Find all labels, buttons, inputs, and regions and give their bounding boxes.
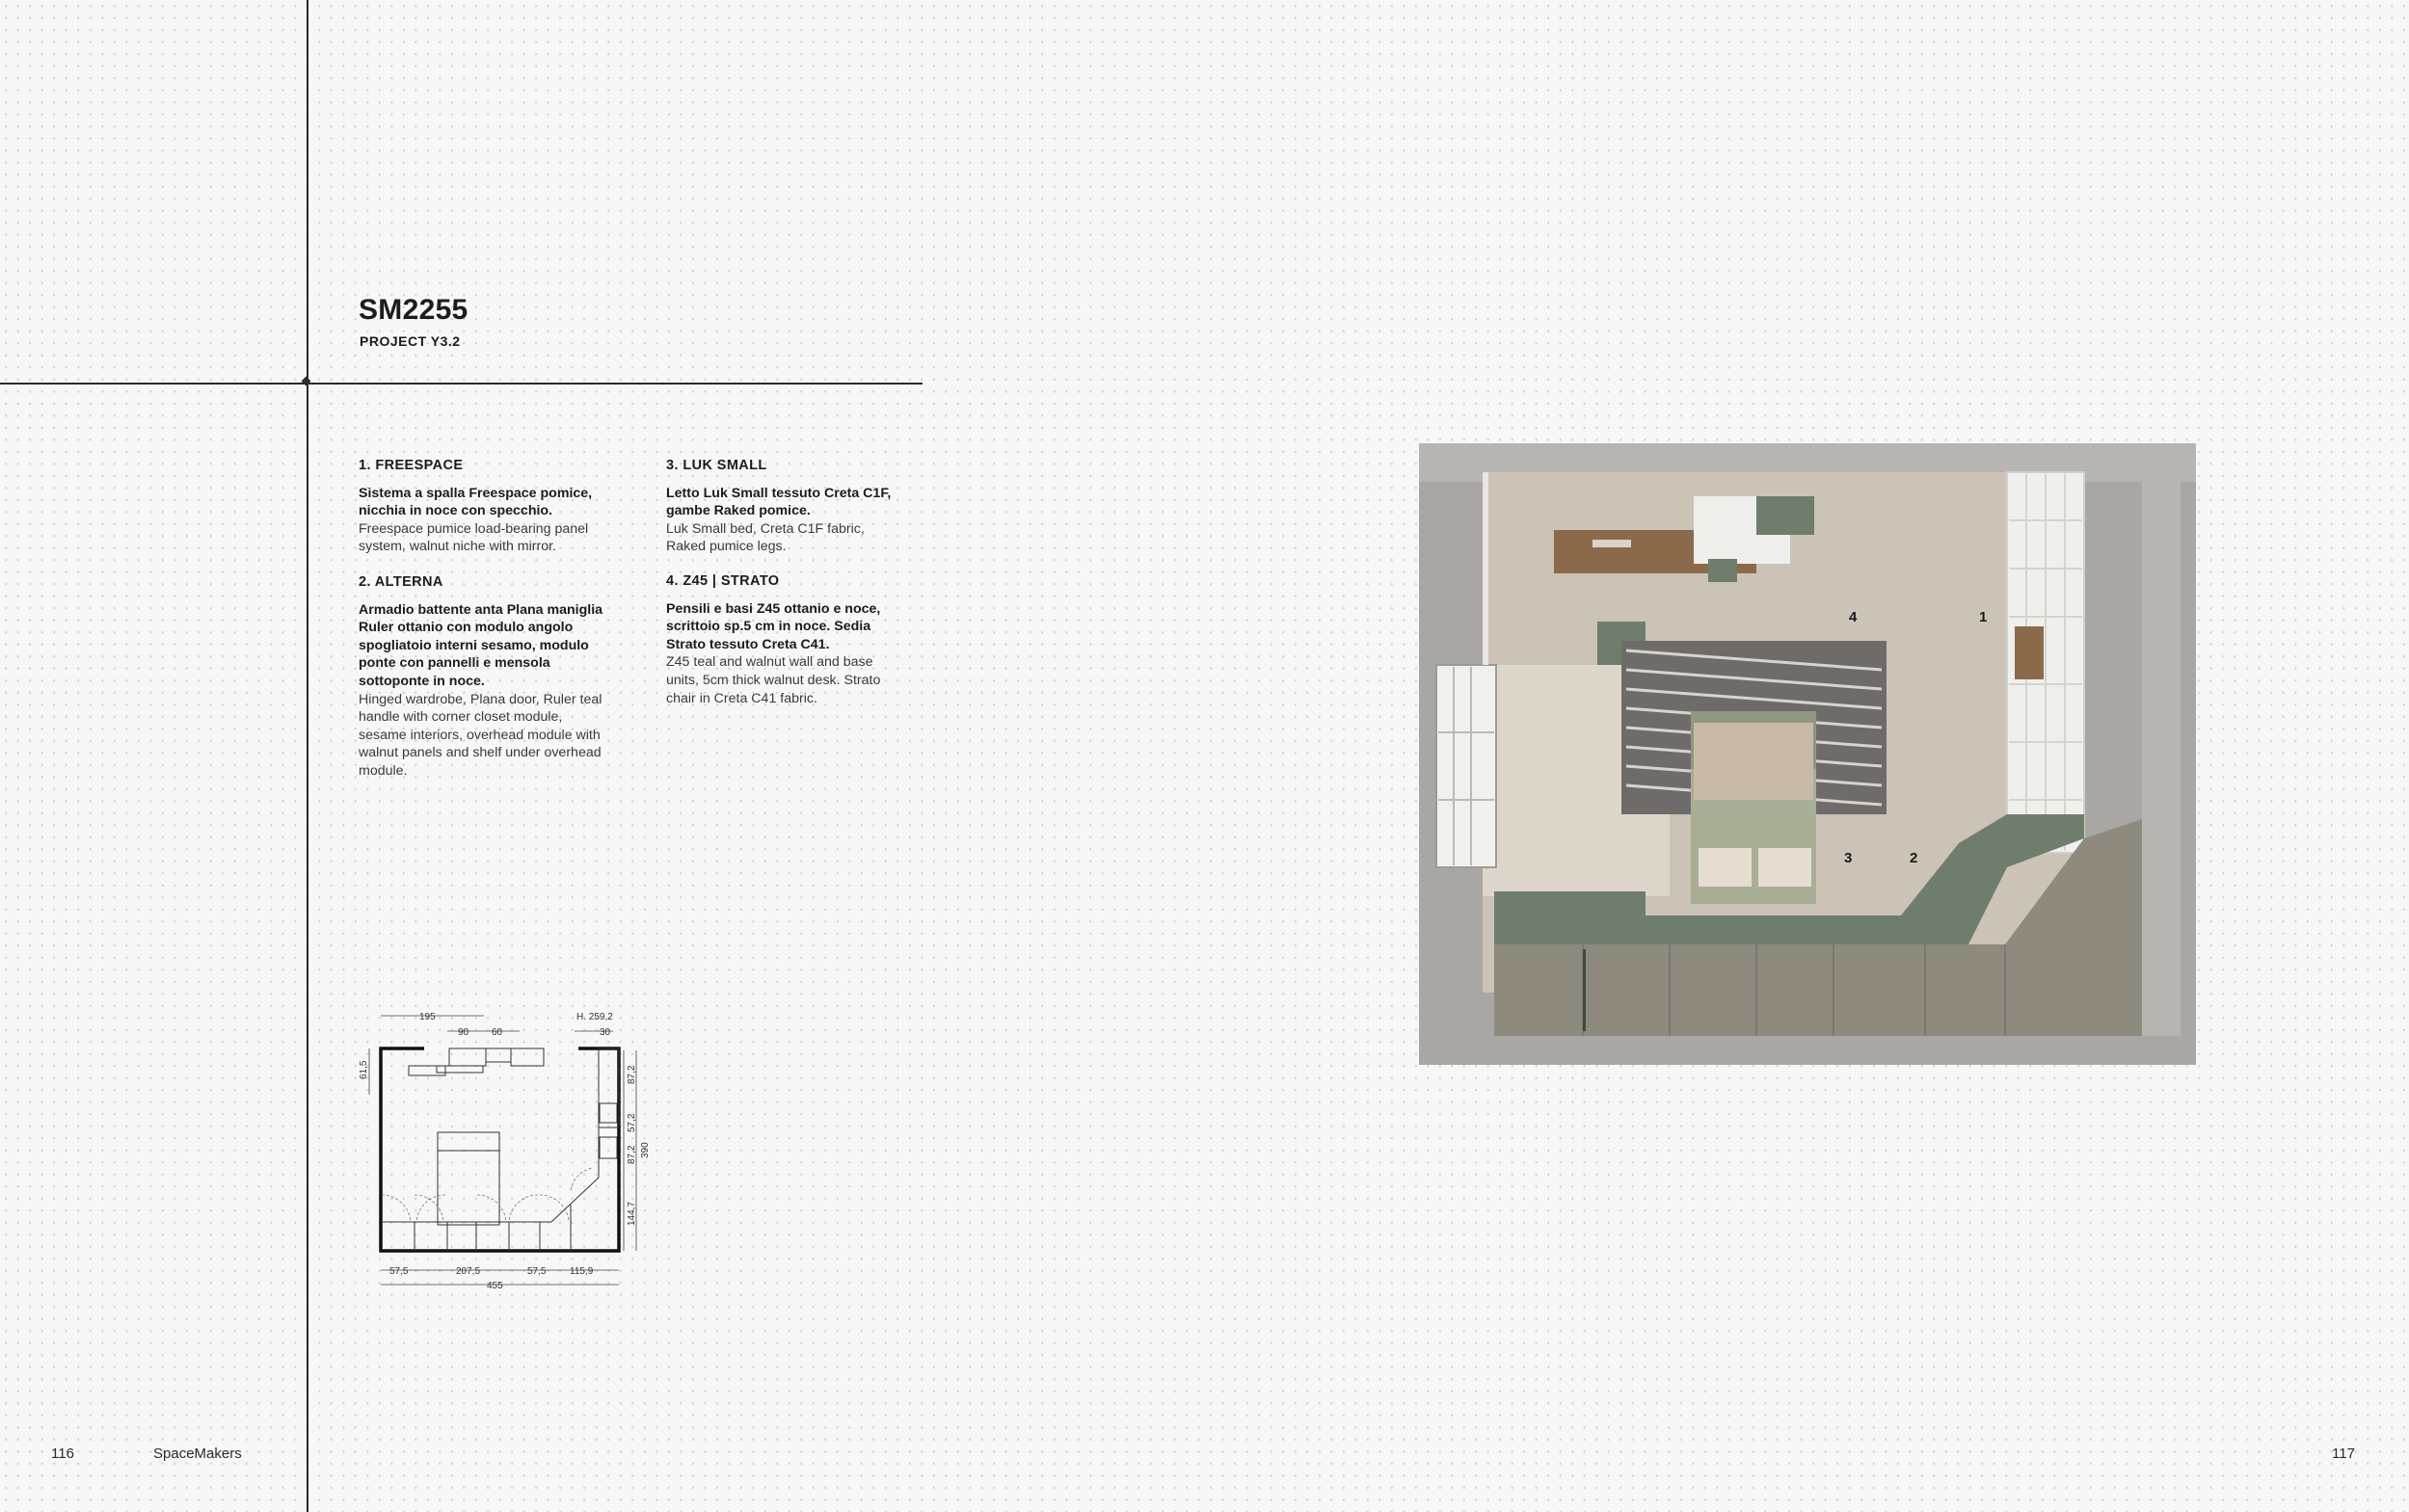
page-number-right: 117 bbox=[2332, 1446, 2355, 1462]
dim-top-total: 195 bbox=[419, 1012, 436, 1022]
item-text-english: Hinged wardrobe, Plana door, Ruler teal handle with corner closet module, sesame interiors, overhead module with walnut panels and shelf under overhead module. bbox=[359, 691, 602, 779]
item-z45-strato bbox=[666, 572, 897, 707]
item-text-italian: Letto Luk Small tessuto Creta C1F, gambe Raked pomice. bbox=[666, 485, 892, 519]
dim-top-right: 30 bbox=[600, 1027, 611, 1038]
dim-bottom-3: 57,5 bbox=[527, 1266, 547, 1277]
dim-right-3: 87,2 bbox=[627, 1145, 637, 1164]
item-title: 4. Z45 | STRATO bbox=[666, 573, 780, 589]
floor-plan-diagram bbox=[347, 1002, 651, 1301]
item-text-english: Freespace pumice load-bearing panel system, walnut niche with mirror. bbox=[359, 520, 589, 555]
marker-2: 2 bbox=[1910, 850, 1918, 866]
dim-left: 61,5 bbox=[359, 1060, 369, 1079]
item-alterna bbox=[359, 573, 609, 781]
item-luk-small bbox=[666, 457, 897, 556]
dim-top-b: 60 bbox=[492, 1027, 503, 1038]
item-text-english: Z45 teal and walnut wall and base units, 5cm thick walnut desk. Strato chair in Creta C41 fabric. bbox=[666, 654, 881, 706]
item-title: 3. LUK SMALL bbox=[666, 458, 767, 473]
project-subtitle: PROJECT Y3.2 bbox=[360, 333, 461, 349]
item-title: 1. FREESPACE bbox=[359, 458, 464, 473]
dim-right-1: 87,2 bbox=[627, 1065, 637, 1084]
item-text-english: Luk Small bed, Creta C1F fabric, Raked pumice legs. bbox=[666, 520, 865, 555]
dim-right-total: 390 bbox=[640, 1142, 651, 1158]
brand-name: SpaceMakers bbox=[153, 1446, 242, 1462]
item-text-italian: Armadio battente anta Plana maniglia Ruler ottanio con modulo angolo spogliatoio interni sesamo, modulo ponte con pannelli e mensola sottoponte in noce. bbox=[359, 601, 603, 689]
vertical-guide-line bbox=[307, 0, 308, 1512]
horizontal-guide-line bbox=[0, 383, 923, 385]
item-freespace bbox=[359, 457, 609, 556]
dim-bottom-4: 115,9 bbox=[570, 1266, 594, 1277]
product-code-title: SM2255 bbox=[359, 294, 468, 326]
dim-bottom-total: 455 bbox=[487, 1281, 503, 1291]
dim-right-4: 144,7 bbox=[627, 1201, 637, 1226]
page-number-left: 116 bbox=[51, 1446, 74, 1462]
room-render-image bbox=[1419, 443, 2196, 1065]
dim-bottom-1: 57,5 bbox=[389, 1266, 409, 1277]
dim-right-2: 57,2 bbox=[627, 1113, 637, 1132]
dim-bottom-2: 207,5 bbox=[456, 1266, 481, 1277]
dim-height: H. 259,2 bbox=[576, 1012, 613, 1022]
marker-4: 4 bbox=[1849, 609, 1858, 625]
item-text-italian: Sistema a spalla Freespace pomice, nicchia in noce con specchio. bbox=[359, 485, 593, 519]
dim-top-a: 90 bbox=[458, 1027, 469, 1038]
item-title: 2. ALTERNA bbox=[359, 574, 443, 590]
marker-3: 3 bbox=[1844, 850, 1853, 866]
marker-1: 1 bbox=[1979, 609, 1988, 625]
item-text-italian: Pensili e basi Z45 ottanio e noce, scrittoio sp.5 cm in noce. Sedia Strato tessuto Creta C41. bbox=[666, 600, 881, 652]
